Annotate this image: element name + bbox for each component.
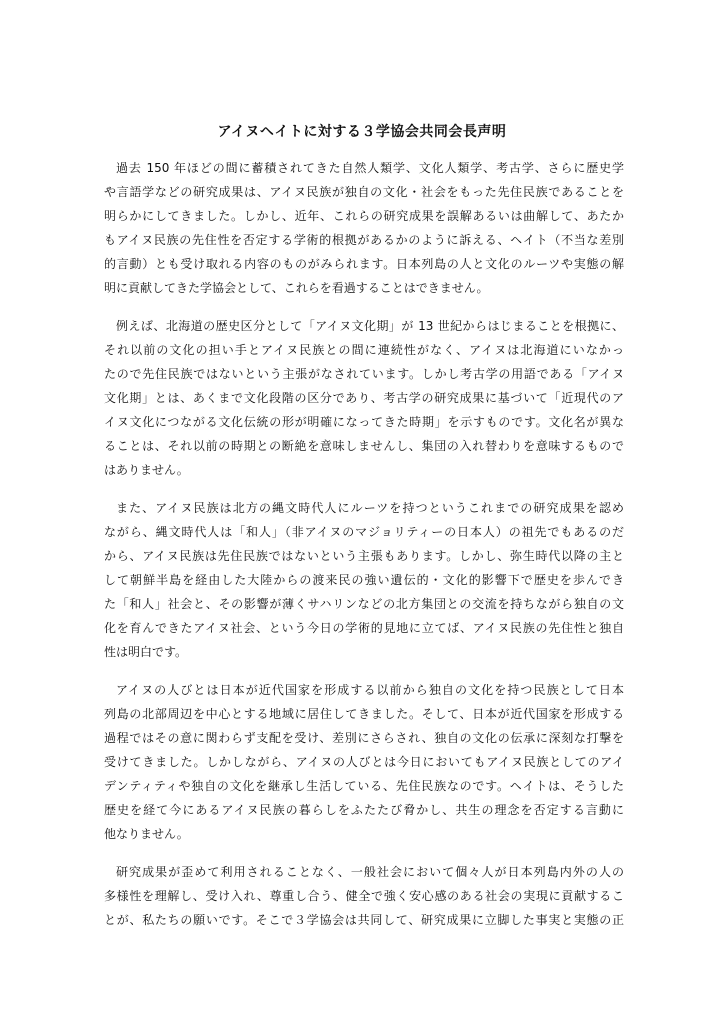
paragraph-line: 性は明白です。 [104, 645, 188, 659]
paragraph-line: して朝鮮半島を経由した大陸からの渡来民の強い遺伝的・文化的影響下で歴史を歩んでき [104, 573, 624, 587]
paragraph-line: とが、私たちの願いです。そこで３学協会は共同して、研究成果に立脚した事実と実態の正 [104, 913, 624, 927]
paragraph-4 [104, 678, 624, 846]
paragraph-line: 的言動）とも受け取れる内容のものがみられます。日本列島の人と文化のルーツや実態の解 [104, 257, 624, 271]
paragraph-line: 文化期」とは、あくまで文化段階の区分であり、考古学の研究成果に基づいて「近現代のア [104, 391, 624, 405]
paragraph-line: 過去 150 年ほどの間に蓄積されてきた自然人類学、文化人類学、考古学、さらに歴史学 [116, 161, 624, 175]
paragraph-line: 受けてきました。しかしながら、アイヌの人びとは今日においてもアイヌ民族としてのアイ [104, 755, 624, 769]
paragraph-5 [104, 860, 624, 932]
paragraph-line: たので先住民族ではないという主張がなされています。しかし考古学の用語である「アイヌ [104, 367, 624, 381]
paragraph-line: 例えば、北海道の歴史区分として「アイヌ文化期」が 13 世紀からはじまることを根拠に、 [116, 319, 624, 333]
paragraph-line: 過程ではその意に関わらず支配を受け、差別にさらされ、独自の文化の伝承に深刻な打撃を [104, 731, 624, 745]
paragraph-line: 多様性を理解し、受け入れ、尊重し合う、健全で強く安心感のある社会の実現に貢献するこ [104, 889, 624, 903]
paragraph-1 [104, 156, 624, 300]
paragraph-line: 研究成果が歪めて利用されることなく、一般社会において個々人が日本列島内外の人の [116, 865, 624, 879]
paragraph-line: デンティティや独自の文化を継承し生活している、先住民族なのです。ヘイトは、そうした [104, 779, 624, 793]
paragraph-line: イヌ文化につながる文化伝統の形が明確になってきた時期」を示すものです。文化名が異な [104, 415, 624, 429]
paragraph-line: ながら、縄文時代人は「和人」（非アイヌのマジョリティーの日本人）の祖先でもあるのだ [104, 525, 624, 539]
paragraph-2 [104, 314, 624, 482]
paragraph-line: また、アイヌ民族は北方の縄文時代人にルーツを持つというこれまでの研究成果を認め [116, 501, 624, 515]
paragraph-line: ることは、それ以前の時期との断絶を意味しませんし、集団の入れ替わりを意味するもので [104, 439, 624, 453]
paragraph-line: はありません。 [104, 463, 189, 477]
paragraph-line: 列島の北部周辺を中心とする地域に居住してきました。そして、日本が近代国家を形成する [104, 707, 624, 721]
document-title: アイヌヘイトに対する３学協会共同会長声明 [217, 124, 507, 140]
paragraph-3 [104, 496, 624, 664]
paragraph-line: アイヌの人びとは日本が近代国家を形成する以前から独自の文化を持つ民族として日本 [116, 683, 624, 697]
paragraph-line: 明らかにしてきました。しかし、近年、これらの研究成果を誤解あるいは曲解して、あたか [104, 209, 624, 223]
paragraph-line: それ以前の文化の担い手とアイヌ民族との間に連続性がなく、アイヌは北海道にいなかっ [104, 343, 624, 357]
paragraph-line: や言語学などの研究成果は、アイヌ民族が独自の文化・社会をもった先住民族であることを [104, 185, 624, 199]
document-body [104, 156, 624, 946]
paragraph-line: 歴史を経て今にあるアイヌ民族の暮らしをふたたび脅かし、共生の理念を否定する言動に [104, 803, 624, 817]
paragraph-line: た「和人」社会と、その影響が薄くサハリンなどの北方集団との交流を持ちながら独自の文 [104, 597, 624, 611]
paragraph-line: から、アイヌ民族は先住民族ではないという主張もあります。しかし、弥生時代以降の主と [104, 549, 624, 563]
paragraph-line: 化を育んできたアイヌ社会、という今日の学術的見地に立てば、アイヌ民族の先住性と独自 [104, 621, 624, 635]
paragraph-line: もアイヌ民族の先住性を否定する学術的根拠があるかのように訴える、ヘイト（不当な差別 [104, 233, 624, 247]
paragraph-line: 明に貢献してきた学協会として、これらを看過することはできません。 [104, 281, 489, 295]
paragraph-line: 他なりません。 [104, 827, 189, 841]
